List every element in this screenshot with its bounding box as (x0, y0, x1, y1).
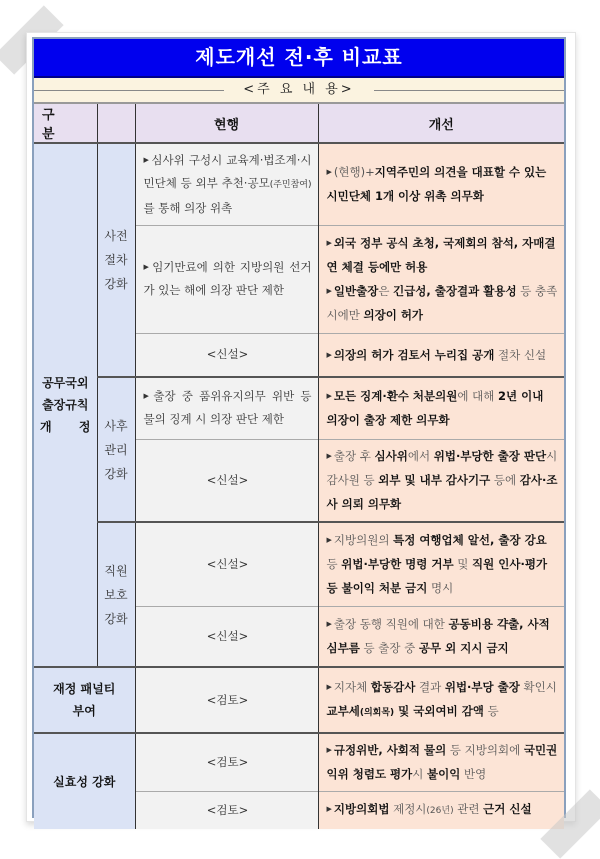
cell-text-small: (의회목) (359, 708, 395, 718)
subtitle: <주 요 내 용> (237, 82, 360, 97)
improved-cell (318, 377, 564, 439)
bullet-triangle-icon: ▶ (143, 263, 151, 271)
cell-text: 출장 동행 직원에 대한 (333, 617, 449, 632)
header-category: 구 분 (34, 103, 97, 143)
cell-text-bold: 교부세 (326, 704, 360, 718)
subgroup-staff-protection (97, 522, 135, 667)
bullet-triangle-icon: ▶ (326, 805, 332, 814)
subgroup-label-line: 관리 (104, 442, 128, 457)
cell-text-small: (26년) (426, 806, 454, 817)
cell-text-bold: 긴급성, 출장결과 활용성 (393, 284, 517, 298)
cell-text: 지자체 (333, 680, 371, 694)
cell-text: 시 감사원 등 (326, 449, 558, 488)
cell-text-bold: 심사위 (374, 449, 408, 464)
subgroup-label-line: 강화 (104, 611, 128, 626)
header-current: 현행 (135, 103, 318, 143)
header-sub (97, 103, 135, 143)
current-cell: <신설> (135, 333, 318, 377)
current-cell (135, 225, 318, 333)
cell-text: 를 통해 의장 위촉 (143, 200, 233, 215)
improved-cell (318, 333, 564, 377)
improved-cell (318, 143, 564, 225)
bullet-triangle-icon: ▶ (326, 620, 332, 629)
subgroup-label-line: 사전 (104, 229, 128, 243)
subtitle-bar (34, 78, 564, 102)
cell-text: 지방의원의 (333, 533, 394, 548)
cell-text-bold: 의장의 허가 검토서 누리집 공개 (333, 347, 495, 362)
cell-text: 등 지방의회에 (446, 743, 524, 758)
cell-text: 등 충족 시에만 (326, 284, 558, 322)
cell-text-bold: 근거 신설 (483, 802, 532, 817)
divider (374, 90, 564, 91)
cell-text-bold: 위법·부당한 출장 판단 (433, 449, 547, 464)
current-cell: <신설> (135, 522, 318, 606)
cell-text: 임기만료에 의한 지방의원 선거가 있는 해에 의장 판단 제한 (143, 260, 312, 297)
bullet-triangle-icon: ▶ (326, 168, 332, 177)
header-improved: 개선 (318, 103, 564, 143)
cell-text-bold: 합동감사 (370, 680, 416, 694)
table-header-row (34, 103, 564, 143)
bullet-triangle-icon: ▶ (143, 155, 150, 164)
improved-cell (318, 439, 564, 522)
cell-text-bold: 2년 이내 의장이 출장 제한 의무화 (326, 389, 544, 428)
cell-text-bold: 지역주민의 의견을 대표할 수 있는 시민단체 1개 이상 위촉 의무화 (326, 165, 547, 204)
cell-text: 에 대해 (457, 389, 498, 404)
subgroup-label-line: 직원 (104, 563, 128, 578)
subgroup-label-line: 강화 (104, 277, 128, 291)
comparison-document (32, 37, 566, 818)
cell-text: 출장 중 품위유지의무 위반 등 물의 징계 시 의장 판단 제한 (143, 389, 312, 427)
improved-cell (318, 733, 564, 791)
cell-text: 명시 (427, 581, 454, 596)
page-title: 제도개선 전·후 비교표 (34, 39, 564, 78)
cell-text: 에서 (407, 449, 434, 464)
bullet-triangle-icon: ▶ (326, 287, 332, 295)
table-row (34, 733, 564, 791)
subgroup-label-line: 강화 (104, 466, 128, 481)
cell-text: 결과 (415, 680, 445, 694)
improved-cell (318, 606, 564, 667)
cell-text-bold: 외부 및 내부 감사기구 (378, 473, 491, 488)
cell-text: 및 (453, 557, 473, 572)
cell-text-bold: 국민권익위 청렴도 평가 (326, 743, 558, 782)
cell-text-bold: 불이익 (427, 767, 461, 782)
cell-text-bold: 위법·부당한 명령 거부 (341, 557, 454, 572)
improved-cell (318, 522, 564, 606)
current-cell: <검토> (135, 791, 318, 829)
cell-text: 등에 (490, 473, 520, 488)
cell-text-bold: 외국 정부 공식 초청, 국제회의 참석, 자매결연 체결 등에만 허용 (326, 236, 556, 274)
bullet-triangle-icon: ▶ (143, 392, 152, 401)
table-row (34, 143, 564, 225)
cell-text: 시 (412, 767, 428, 782)
current-cell: <신설> (135, 606, 318, 667)
cell-text-bold: 공무 외 지시 금지 (418, 641, 509, 656)
group-label-line: 재정 패널티 (53, 682, 116, 696)
group-label-line: 출장규칙 (42, 398, 89, 412)
cell-text: 절차 신설 (494, 347, 547, 362)
cell-text-bold: 지방의회법 (333, 802, 390, 817)
group-label-line: 부여 (72, 704, 96, 718)
bullet-triangle-icon: ▶ (326, 683, 332, 691)
cell-text-bold: 직원 인사·평가 등 불이익 처분 금지 (326, 557, 548, 596)
cell-text: 등 (483, 704, 499, 718)
current-cell: <신설> (135, 439, 318, 522)
cell-text-bold: 및 국외여비 감액 (394, 704, 484, 718)
cell-text-bold: 특정 여행업체 알선, 출장 강요 (393, 533, 547, 548)
cell-text: 등 (326, 557, 342, 572)
current-cell: <검토> (135, 667, 318, 733)
table-row (34, 667, 564, 733)
cell-text-bold: 의장이 허가 (363, 308, 424, 322)
group-label-line: 공무국외 (42, 376, 89, 390)
cell-text-bold: 규정위반, 사회적 물의 (333, 743, 447, 758)
cell-text: 출장 후 (333, 449, 375, 464)
subgroup-pre-procedure (97, 143, 135, 377)
group-overseas-travel-rules (34, 143, 97, 667)
cell-text-small: (주민참여) (269, 179, 312, 190)
cell-text-bold: 일반출장 (333, 284, 379, 298)
cell-text: 제정시 (389, 802, 427, 817)
cell-text: 등 출장 중 (359, 641, 419, 656)
cell-text: 관련 (453, 802, 484, 817)
subgroup-label-line: 보호 (104, 587, 128, 602)
divider (34, 90, 224, 91)
current-cell (135, 377, 318, 439)
cell-text: 반영 (460, 767, 487, 782)
table-row (34, 377, 564, 439)
group-effectiveness: 실효성 강화 (34, 733, 135, 829)
cell-text-bold: 위법·부당 출장 (444, 680, 520, 694)
improved-cell (318, 791, 564, 829)
cell-text: 은 (378, 284, 394, 298)
subgroup-label-line: 사후 (104, 418, 128, 433)
bullet-triangle-icon: ▶ (326, 746, 332, 755)
subgroup-post-management (97, 377, 135, 522)
group-financial-penalty (34, 667, 135, 733)
bullet-triangle-icon: ▶ (326, 350, 332, 359)
cell-text: (현행)+ (333, 165, 375, 180)
cell-text: 확인시 (519, 680, 557, 694)
bullet-triangle-icon: ▶ (326, 536, 332, 545)
group-label-line: 개 정 (40, 420, 91, 434)
improved-cell (318, 225, 564, 333)
cell-text-bold: 공동비용 갹출, 사적 심부름 (326, 617, 550, 656)
cell-text: 심사위 구성시 교육계·법조계·시민단체 등 외부 추천·공모 (143, 152, 312, 190)
improved-cell (318, 667, 564, 733)
cell-text-bold: 모든 징계·환수 처분의원 (333, 389, 458, 404)
bullet-triangle-icon: ▶ (326, 452, 332, 461)
cell-text-bold: 감사·조사 의뢰 의무화 (326, 473, 558, 512)
subgroup-label-line: 절차 (104, 253, 128, 267)
current-cell: <검토> (135, 733, 318, 791)
comparison-table (34, 102, 564, 829)
bullet-triangle-icon: ▶ (326, 239, 332, 247)
current-cell (135, 143, 318, 225)
table-row (34, 522, 564, 606)
bullet-triangle-icon: ▶ (326, 392, 332, 401)
